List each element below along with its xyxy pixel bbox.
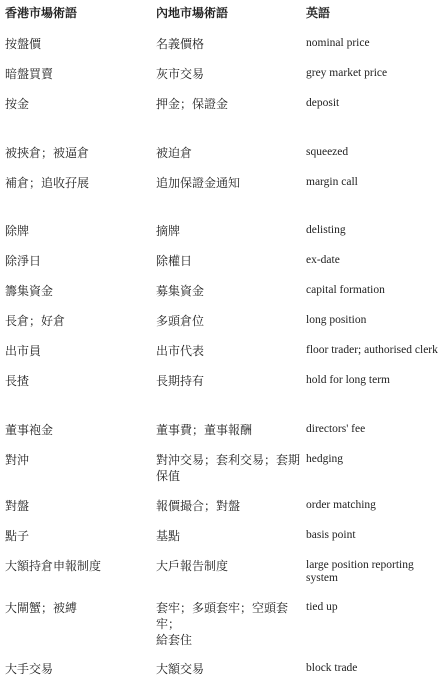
hk-term: 大手交易 [5,662,54,676]
english-term: squeezed [306,146,349,158]
hk-term: 除淨日 [5,254,42,268]
english-term: floor trader; authorised clerk [306,344,438,356]
mainland-term: 套牢；多頭套牢；空頭套牢； 給套住 [156,601,289,647]
english-term: delisting [306,224,346,236]
mainland-term: 押金；保證金 [156,97,229,111]
mainland-term: 長期持有 [156,374,205,388]
mainland-term: 報價撮合；對盤 [156,499,241,513]
hk-term: 暗盤買賣 [5,67,54,81]
hk-term: 按盤價 [5,37,42,51]
english-term: hedging [306,453,344,465]
mainland-term: 基點 [156,529,181,543]
english-term: margin call [306,176,358,188]
hk-term: 除牌 [5,224,30,238]
hk-term: 被挾倉；被逼倉 [5,146,90,160]
hk-term: 董事袍金 [5,423,54,437]
english-term: deposit [306,97,340,109]
mainland-term: 對沖交易；套利交易；套期保值 [156,453,301,483]
header-mainland-term: 內地市場術語 [156,6,229,20]
english-term: grey market price [306,67,388,79]
hk-term: 對沖 [5,453,30,467]
english-term: tied up [306,601,338,613]
table-header [0,4,446,22]
hk-term: 籌集資金 [5,284,54,298]
hk-term: 點子 [5,529,30,543]
hk-term: 按金 [5,97,30,111]
hk-term: 長揸 [5,374,30,388]
mainland-term: 名義價格 [156,37,205,51]
hk-term: 出市員 [5,344,42,358]
english-term: block trade [306,662,358,674]
mainland-term: 除權日 [156,254,193,268]
mainland-term: 摘牌 [156,224,181,238]
hk-term: 大額持倉申報制度 [5,559,102,573]
mainland-term: 被迫倉 [156,146,193,160]
english-term: order matching [306,499,376,511]
mainland-term: 募集資金 [156,284,205,298]
english-term: long position [306,314,367,326]
mainland-term: 出市代表 [156,344,205,358]
header-english: 英語 [306,6,331,20]
hk-term: 長倉；好倉 [5,314,66,328]
mainland-term: 董事費；董事報酬 [156,423,253,437]
mainland-term: 多頭倉位 [156,314,205,328]
english-term: hold for long term [306,374,390,386]
hk-term: 補倉；追收孖展 [5,176,90,190]
mainland-term: 大戶報告制度 [156,559,229,573]
header-hk-term: 香港市場術語 [5,6,78,20]
mainland-term: 追加保證金通知 [156,176,241,190]
hk-term: 對盤 [5,499,30,513]
english-term: basis point [306,529,356,541]
english-term: nominal price [306,37,370,49]
english-term: large position reporting system [306,559,414,584]
hk-term: 大閘蟹；被縛 [5,601,78,615]
mainland-term: 大額交易 [156,662,205,676]
english-term: ex-date [306,254,340,266]
mainland-term: 灰市交易 [156,67,205,81]
english-term: capital formation [306,284,385,296]
english-term: directors' fee [306,423,366,435]
